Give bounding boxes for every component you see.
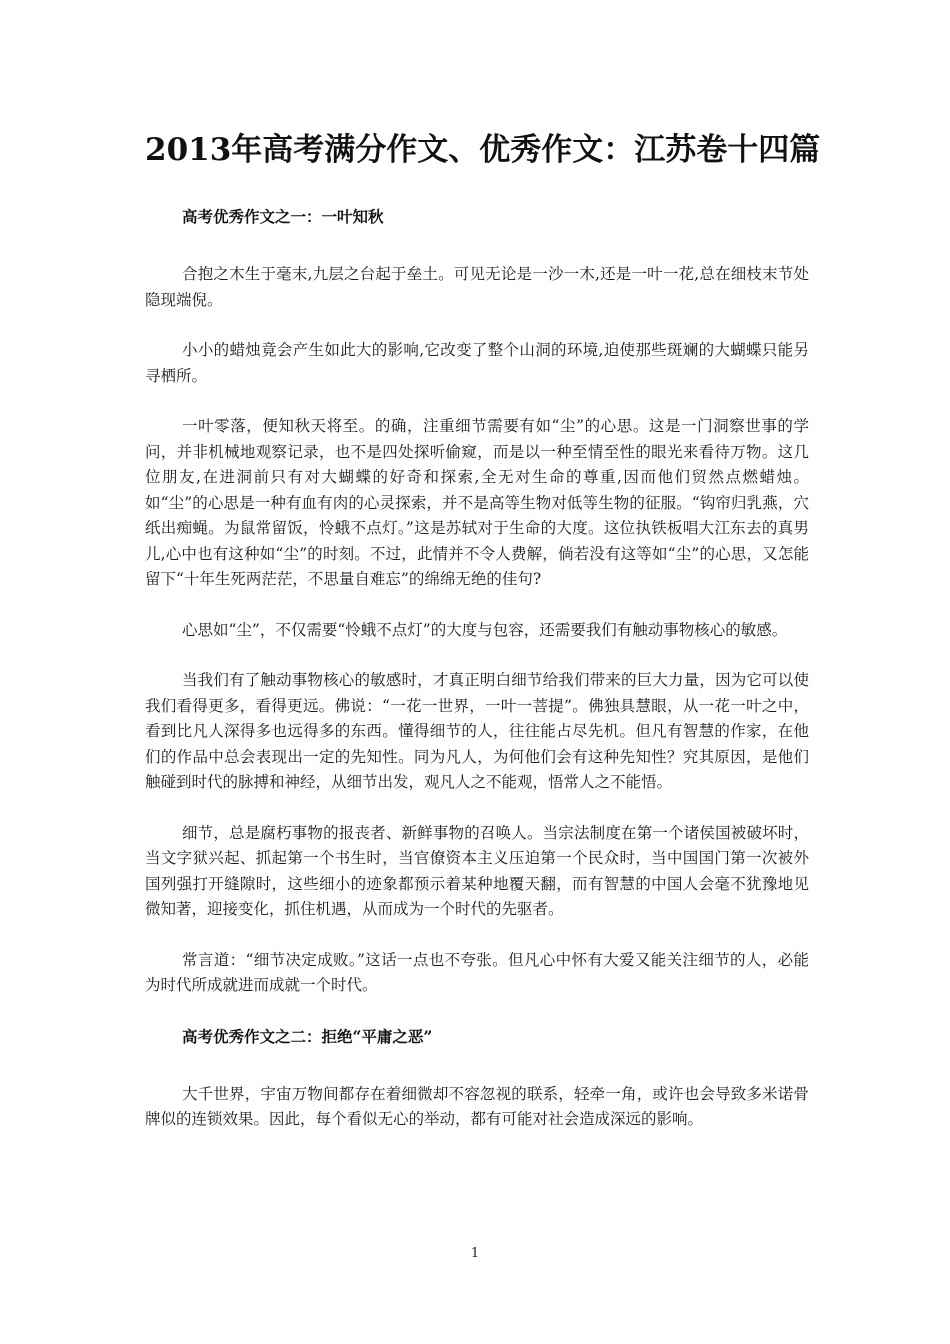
essay-1-paragraph-2: 小小的蜡烛竟会产生如此大的影响,它改变了整个山洞的环境,迫使那些斑斓的大蝴蝶只能另寻栖所。 — [145, 341, 809, 385]
essay-1-paragraph-7: 常言道：“细节决定成败。”这话一点也不夸张。但凡心中怀有大爱又能关注细节的人，必能为时代所成就进而成就一个时代。 — [145, 950, 809, 994]
document-title: 2013年高考满分作文、优秀作文：江苏卷十四篇 — [145, 132, 821, 168]
page-number: 1 — [470, 1246, 480, 1261]
essay-1-paragraph-3: 一叶零落，便知秋天将至。的确，注重细节需要有如“尘”的心思。这是一门洞察世事的学问，并非机械地观察记录，也不是四处探听偷窥，而是以一种至情至性的眼光来看待万物。这几位朋友,在进洞前只有对大蝴蝶的好奇和探索,全无对生命的尊重,因而他们贸然点燃蜡烛。如“尘”的心思是一种有血有肉的心灵探索，并不是高等生物对低等生物的征服。“钩帘归乳燕，穴纸出痴蝇。为鼠常留饭，怜蛾不点灯。”这是苏轼对于生命的大度。这位执铁板唱大江东去的真男儿,心中也有这种如“尘”的时刻。不过，此情并不令人费解，倘若没有这等如“尘”的心思，又怎能留下“十年生死两茫茫，不思量自难忘”的绵绵无绝的佳句? — [145, 417, 809, 588]
essay-1-paragraph-4: 心思如“尘”，不仅需要“怜蛾不点灯”的大度与包容，还需要我们有触动事物核心的敏感。 — [182, 620, 788, 639]
essay-2-paragraph-1: 大千世界，宇宙万物间都存在着细微却不容忽视的联系，轻牵一角，或许也会导致多米诺骨牌似的连锁效果。因此，每个看似无心的举动，都有可能对社会造成深远的影响。 — [145, 1084, 809, 1128]
essay-1-paragraph-5: 当我们有了触动事物核心的敏感时，才真正明白细节给我们带来的巨大力量，因为它可以使我们看得更多，看得更远。佛说：“一花一世界，一叶一菩提”。佛独具慧眼，从一花一叶之中，看到比凡人深得多也远得多的东西。懂得细节的人，往往能占尽先机。但凡有智慧的作家，在他们的作品中总会表现出一定的先知性。同为凡人，为何他们会有这种先知性？究其原因，是他们触碰到时代的脉搏和神经，从细节出发，观凡人之不能观，悟常人之不能悟。 — [145, 671, 809, 791]
essay-1-paragraph-1: 合抱之木生于毫末,九层之台起于垒土。可见无论是一沙一木,还是一叶一花,总在细枝末节处隐现端倪。 — [145, 265, 809, 309]
essay-1-paragraph-6: 细节，总是腐朽事物的报丧者、新鲜事物的召唤人。当宗法制度在第一个诸侯国被破坏时，当文字狱兴起、抓起第一个书生时，当官僚资本主义压迫第一个民众时，当中国国门第一次被外国列强打开缝隙时，这些细小的迹象都预示着某种地覆天翻，而有智慧的中国人会毫不犹豫地见微知著，迎接变化，抓住机遇，从而成为一个时代的先驱者。 — [145, 823, 809, 918]
document-body — [145, 204, 809, 1133]
essay-2-heading: 高考优秀作文之二：拒绝“平庸之恶” — [182, 1026, 433, 1046]
essay-1-heading: 高考优秀作文之一：一叶知秋 — [182, 207, 384, 226]
